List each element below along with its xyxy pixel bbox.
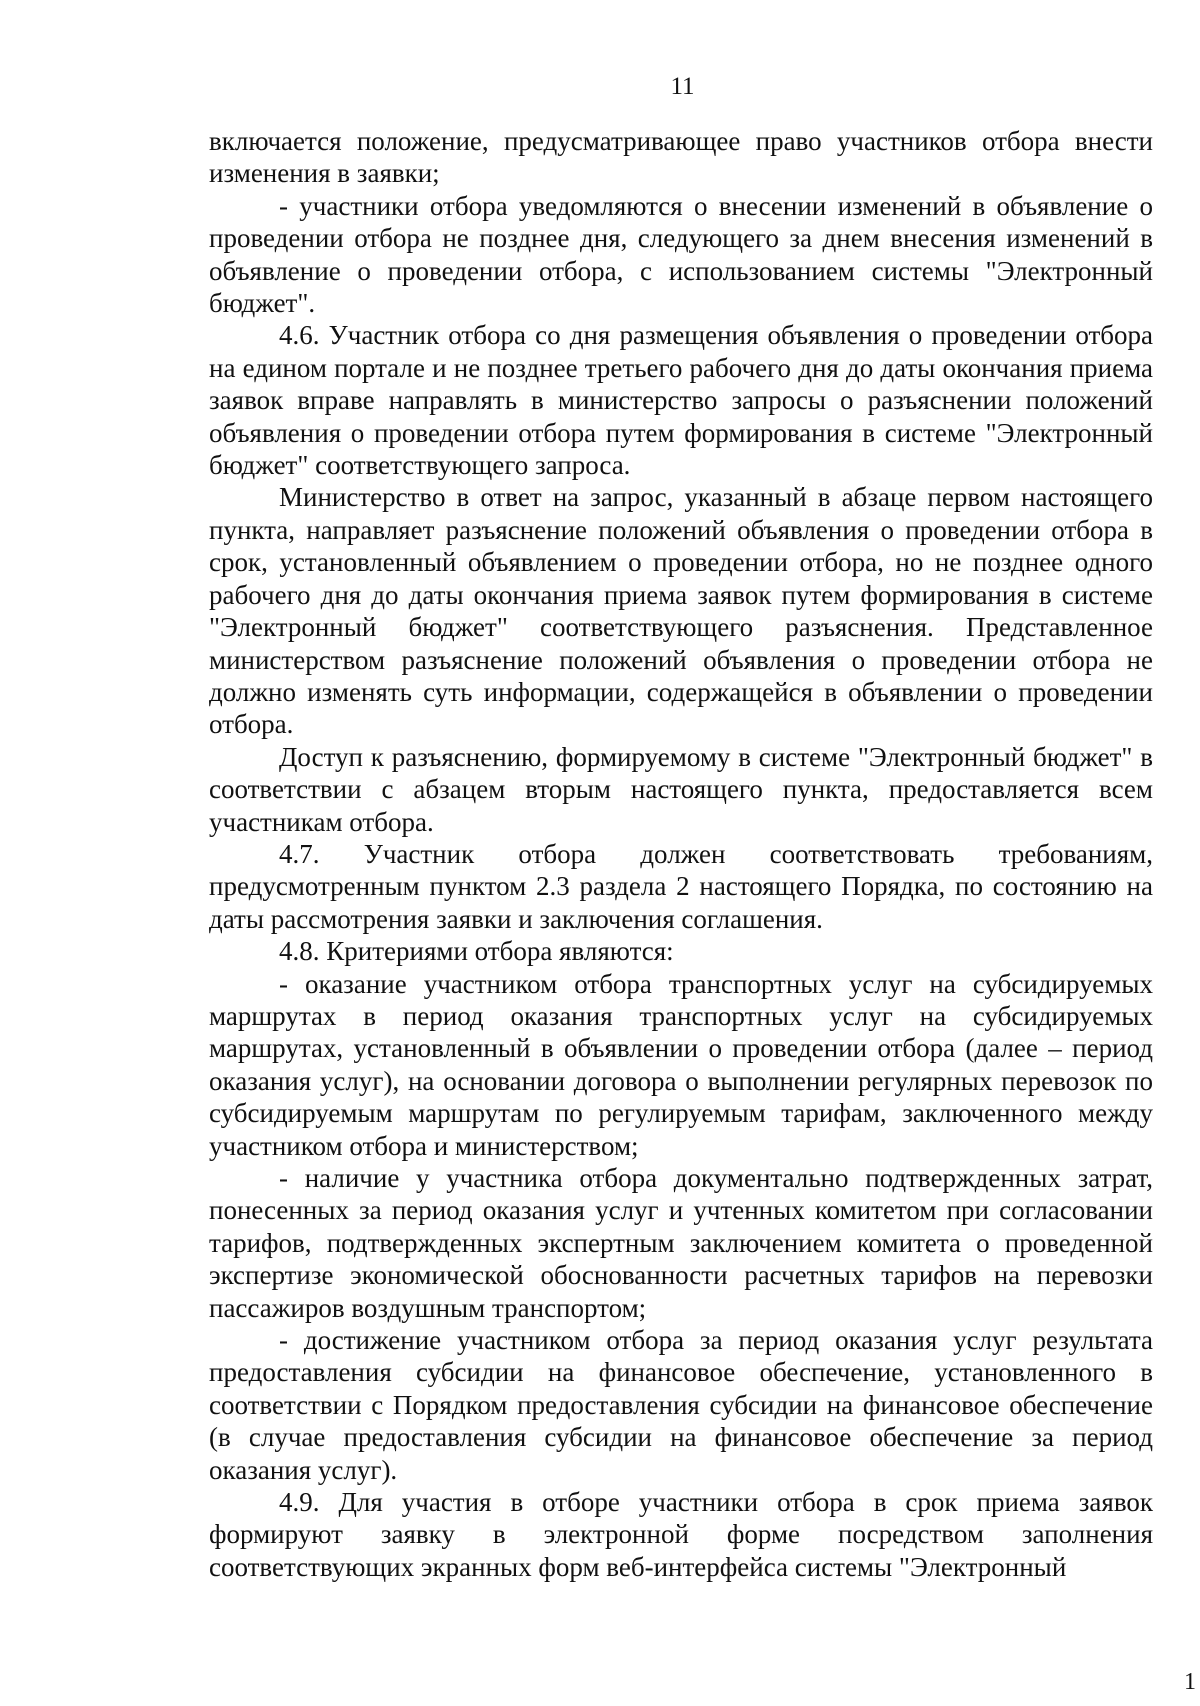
paragraph-access-to-clarification: Доступ к разъяснению, формируемому в системе "Электронный бюджет" в соответствии с абзацем вторым настоящего пункта, предоставляется всем участникам отбора. — [209, 741, 1153, 837]
paragraph-continuation: включается положение, предусматривающее право участников отбора внести изменения в заявки; — [209, 126, 1153, 189]
page-edge-mark: 1 — [1184, 1669, 1196, 1695]
criterion-transport-services: - оказание участником отбора транспортных услуг на субсидируемых маршрутах в период оказания транспортных услуг на субсидируемых маршрутах, установленный в объявлении о проведении отбора (далее – период оказания услуг), на основании договора о выполнении регулярных перевозок по субсидируемым маршрутам по регулируемым тарифам, заключенного между участником отбора и министерством; — [209, 968, 1153, 1161]
paragraph-notification-of-changes: - участники отбора уведомляются о внесении изменений в объявление о проведении отбора не позднее дня, следующего за днем внесения изменений в объявление о проведении отбора, с использованием системы "Электронный бюджет". — [209, 190, 1153, 319]
document-text — [209, 125, 1153, 1583]
paragraph-4-7: 4.7. Участник отбора должен соответствовать требованиям, предусмотренным пунктом 2.3 раздела 2 настоящего Порядка, по состоянию на даты рассмотрения заявки и заключения соглашения. — [209, 838, 1153, 934]
criterion-confirmed-costs: - наличие у участника отбора документально подтвержденных затрат, понесенных за период оказания услуг и учтенных комитетом при согласовании тарифов, подтвержденных экспертным заключением комитета о проведенной экспертизе экономической обоснованности расчетных тарифов на перевозки пассажиров воздушным транспортом; — [209, 1163, 1153, 1323]
paragraph-4-6: 4.6. Участник отбора со дня размещения объявления о проведении отбора на едином портале и не позднее третьего рабочего дня до даты окончания приема заявок вправе направлять в министерство запросы о разъяснении положений объявления о проведении отбора путем формирования в системе "Электронный бюджет" соответствующего запроса. — [209, 320, 1153, 481]
criterion-result-achievement: - достижение участником отбора за период оказания услуг результата предоставления субсидии на финансовое обеспечение, установленного в соответствии с Порядком предоставления субсидии на финансовое обеспечение (в случае предоставления субсидии на финансовое обеспечение за период оказания услуг). — [209, 1325, 1153, 1485]
paragraph-ministry-response: Министерство в ответ на запрос, указанный в абзаце первом настоящего пункта, направляет разъяснение положений объявления о проведении отбора в срок, установленный объявлением о проведении отбора, но не позднее одного рабочего дня до даты окончания приема заявок путем формирования в системе "Электронный бюджет" соответствующего разъяснения. Представленное министерством разъяснение положений объявления о проведении отбора не должно изменять суть информации, содержащейся в объявлении о проведении отбора. — [209, 482, 1153, 740]
page-number: 11 — [670, 73, 695, 100]
paragraph-4-8: 4.8. Критериями отбора являются: — [279, 936, 674, 967]
paragraph-4-9: 4.9. Для участия в отборе участники отбора в срок приема заявок формируют заявку в электронной форме посредством заполнения соответствующих экранных форм веб-интерфейса системы "Электронный — [209, 1487, 1153, 1582]
